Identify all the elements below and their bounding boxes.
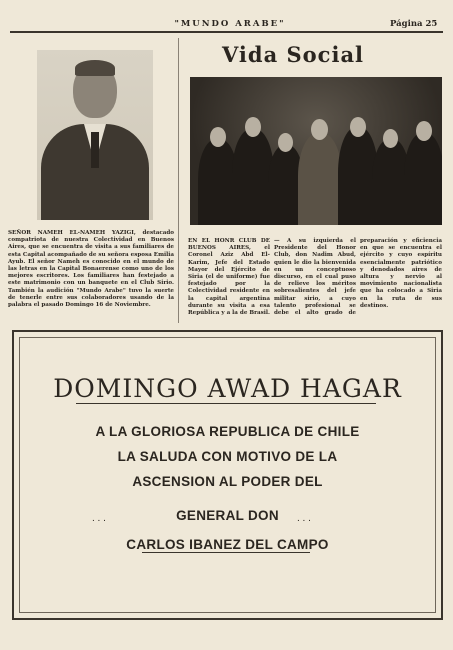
advertiser-name-rule [76,403,376,404]
group-photo-caption: EN EL HONR CLUB DE BUENOS AIRES, el Coronel Aziz Abd El-Karim, Jefe del Estado Mayor del Ejército de Siria (el de uniforme) fue festejado por la Colectividad residente en la capital argentina durante su visita a esa República y a la de Brasil.— A su izquierda el Presidente del Honor Club, don Nadim Abud, quien le dio la bienvenida en un conceptuoso discurso, en el cual puso de relieve los méritos sobresalientes del jefe militar sirio, a cuyo talento profesional se debe el alto grado de preparación y eficiencia en que se encuentra el ejército y cuyo espíritu esencialmente patriótico y denodados aires de altura y nervio al movimiento nacionalista que ha colocado a Siria en la ruta de sus destinos. [188,238,442,317]
photo-person-uniform [298,133,342,225]
section-title: Vida Social [222,42,365,67]
photo-face [416,121,432,141]
advertiser-name: DOMINGO AWAD HAGAR [53,374,402,403]
greeting-advertisement [12,330,443,620]
ad-line-4: GENERAL DON [176,508,279,523]
ad-line-2: LA SALUDA CON MOTIVO DE LA [117,449,338,464]
ad-line-5: CARLOS IBANEZ DEL CAMPO [126,537,329,552]
photo-face [350,117,366,137]
ad-line-1: A LA GLORIOSA REPUBLICA DE CHILE [95,424,360,439]
photo-face [311,119,328,140]
group-photo [190,77,442,225]
portrait-photo [37,50,153,220]
ad-line-5-underline [142,552,310,553]
page-number: Página 25 [390,19,438,29]
portrait-tie [91,132,99,168]
photo-face [210,127,226,147]
photo-face [245,117,261,137]
photo-person [404,133,442,225]
portrait-hair [75,60,115,76]
photo-face [383,129,398,148]
ad-dots-right: . . . [297,513,311,524]
column-divider [178,38,179,323]
portrait-caption: SEÑOR NAMEH EL-NAMEH YAZIGI, destacado compatriota de nuestra Colectividad en Buenos Aires, que se encuentra de visita a sus familiares de esta Capital acompañado de su señora esposa Emilia Ayub. El señor Nameh es conocido en el mundo de las letras en la Capital Bonaerense como uno de los mejores escritores. Los familiares han festejado a este matrimonio con un banquete en el Club Sirio. También la audición "Mundo Arabe" tuvo la suerte de tenerle entre sus colaboradores usando de la palabra el pasado Domingo 16 de Noviembre. [8,230,174,309]
magazine-title: "MUNDO ARABE" [174,19,286,29]
ad-line-3: ASCENSION AL PODER DEL [132,474,323,489]
header-rule [10,31,443,33]
ad-dots-left: . . . [92,513,106,524]
photo-face [278,133,293,152]
